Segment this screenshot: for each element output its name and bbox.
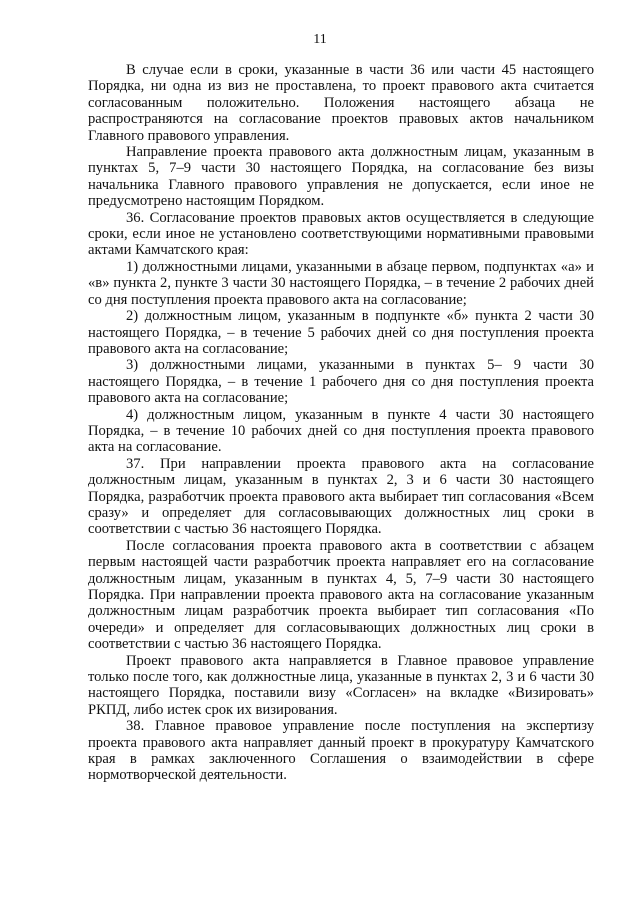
document-body: [88, 62, 594, 784]
paragraph-7: 4) должностным лицом, указанным в пункте 4 части 30 настоящего Порядка, – в течение 10 рабочих дней со дня поступления проекта правового акта на согласование.: [88, 406, 594, 456]
paragraph-2: Направление проекта правового акта должностным лицам, указанным в пунктах 5, 7–9 части 30 настоящего Порядка, на согласование без визы начальника Главного правового управления не допускается, если иное не предусмотрено настоящим Порядком.: [88, 144, 594, 210]
paragraph-11: 38. Главное правовое управление после поступления на экспертизу проекта правового акта направляет данный проект в прокуратуру Камчатского края в рамках заключенного Соглашения о взаимодействии в сфере нормотворческой деятельности.: [88, 718, 594, 784]
page-number: 11: [313, 32, 327, 47]
paragraph-6: 3) должностными лицами, указанными в пунктах 5– 9 части 30 настоящего Порядка, – в течение 1 рабочего дня со дня поступления проекта правового акта на согласование;: [88, 357, 594, 407]
paragraph-4: 1) должностными лицами, указанными в абзаце первом, подпунктах «а» и «в» пункта 2, пункте 3 части 30 настоящего Порядка, – в течение 2 рабочих дней со дня поступления проекта правового акта на согласование;: [88, 258, 594, 308]
paragraph-10: Проект правового акта направляется в Главное правовое управление только после того, как должностные лица, указанные в пунктах 2, 3 и 6 части 30 настоящего Порядка, поставили визу «Согласен» на вкладке «Визировать» РКПД, либо истек срок их визирования.: [88, 652, 594, 718]
paragraph-3: 36. Согласование проектов правовых актов осуществляется в следующие сроки, если иное не установлено соответствующими нормативными правовыми актами Камчатского края:: [88, 209, 594, 259]
paragraph-8: 37. При направлении проекта правового акта на согласование должностным лицам, указанным в пунктах 2, 3 и 6 части 30 настоящего Порядка, разработчик проекта правового акта выбирает тип согласования «Всем сразу» и определяет для согласовывающих должностных лиц сроки в соответствии с частью 36 настоящего Порядка.: [88, 455, 594, 538]
paragraph-9: После согласования проекта правового акта в соответствии с абзацем первым настоящей части разработчик проекта направляет его на согласование должностным лицам, указанным в пунктах 4, 5, 7–9 части 30 настоящего Порядка. При направлении проекта правового акта на согласование указанным должностным лицам разработчик проекта выбирает тип согласования «По очереди» и определяет для согласовывающих должностных лиц сроки в соответствии с частью 36 настоящего Порядка.: [88, 537, 594, 653]
paragraph-1: В случае если в сроки, указанные в части 36 или части 45 настоящего Порядка, ни одна из виз не проставлена, то проект правового акта считается согласованным положительно. Положения настоящего абзаца не распространяются на согласование проектов правовых актов начальником Главного правового управления.: [88, 62, 594, 144]
paragraph-5: 2) должностным лицом, указанным в подпункте «б» пункта 2 части 30 настоящего Порядка, – в течение 5 рабочих дней со дня поступления проекта правового акта на согласование;: [88, 308, 594, 357]
